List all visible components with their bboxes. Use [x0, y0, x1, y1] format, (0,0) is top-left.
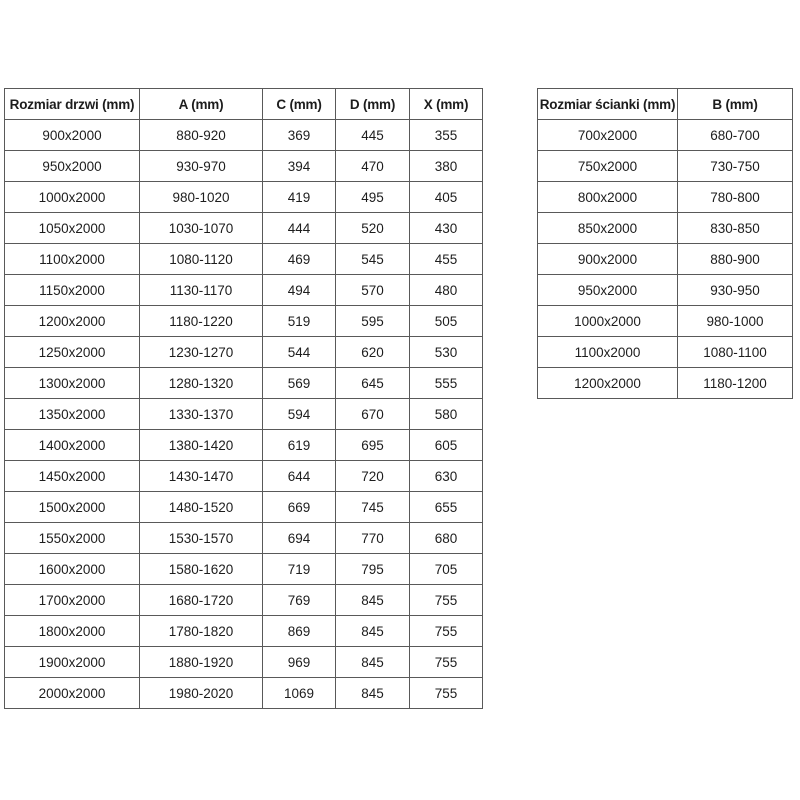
- table-cell: 1400x2000: [5, 430, 140, 461]
- table-cell: 1080-1100: [678, 337, 793, 368]
- table-cell: 355: [410, 120, 483, 151]
- table-cell: 745: [336, 492, 410, 523]
- table-row: [5, 492, 483, 523]
- table-cell: 900x2000: [5, 120, 140, 151]
- table-row: [5, 151, 483, 182]
- table-cell: 750x2000: [538, 151, 678, 182]
- table-row: [5, 368, 483, 399]
- table-cell: 1700x2000: [5, 585, 140, 616]
- table-cell: 1350x2000: [5, 399, 140, 430]
- table-cell: 880-920: [140, 120, 263, 151]
- table-cell: 469: [263, 244, 336, 275]
- table-cell: 1800x2000: [5, 616, 140, 647]
- table-row: [5, 275, 483, 306]
- table-cell: 455: [410, 244, 483, 275]
- table-cell: 680-700: [678, 120, 793, 151]
- table-row: [5, 120, 483, 151]
- table-row: [538, 244, 793, 275]
- table-cell: 519: [263, 306, 336, 337]
- table-row: [5, 399, 483, 430]
- table-header-row: [538, 89, 793, 120]
- table-cell: 680: [410, 523, 483, 554]
- table-cell: 869: [263, 616, 336, 647]
- table-row: [538, 151, 793, 182]
- table-cell: 495: [336, 182, 410, 213]
- table-header-row: [5, 89, 483, 120]
- table-cell: 1069: [263, 678, 336, 709]
- door-sizes-table-body: [5, 120, 483, 709]
- column-header-b: B (mm): [678, 89, 793, 120]
- table-cell: 630: [410, 461, 483, 492]
- table-cell: 545: [336, 244, 410, 275]
- table-cell: 950x2000: [5, 151, 140, 182]
- table-cell: 670: [336, 399, 410, 430]
- table-cell: 900x2000: [538, 244, 678, 275]
- table-cell: 580: [410, 399, 483, 430]
- table-cell: 569: [263, 368, 336, 399]
- column-header-c: C (mm): [263, 89, 336, 120]
- table-cell: 1980-2020: [140, 678, 263, 709]
- column-header-door-size: Rozmiar drzwi (mm): [5, 89, 140, 120]
- table-cell: 544: [263, 337, 336, 368]
- table-cell: 1100x2000: [538, 337, 678, 368]
- column-header-wall-size: Rozmiar ścianki (mm): [538, 89, 678, 120]
- table-cell: 700x2000: [538, 120, 678, 151]
- table-cell: 845: [336, 647, 410, 678]
- table-cell: 705: [410, 554, 483, 585]
- table-cell: 644: [263, 461, 336, 492]
- table-cell: 480: [410, 275, 483, 306]
- table-cell: 770: [336, 523, 410, 554]
- table-cell: 1900x2000: [5, 647, 140, 678]
- table-cell: 430: [410, 213, 483, 244]
- table-cell: 769: [263, 585, 336, 616]
- table-cell: 1280-1320: [140, 368, 263, 399]
- table-cell: 1480-1520: [140, 492, 263, 523]
- table-cell: 1030-1070: [140, 213, 263, 244]
- table-cell: 620: [336, 337, 410, 368]
- table-cell: 1450x2000: [5, 461, 140, 492]
- table-row: [538, 182, 793, 213]
- table-row: [5, 616, 483, 647]
- table-cell: 755: [410, 616, 483, 647]
- table-cell: 969: [263, 647, 336, 678]
- table-cell: 570: [336, 275, 410, 306]
- table-row: [5, 213, 483, 244]
- table-cell: 1430-1470: [140, 461, 263, 492]
- table-cell: 594: [263, 399, 336, 430]
- wall-sizes-table: [537, 88, 793, 399]
- table-row: [538, 120, 793, 151]
- door-sizes-table: [4, 88, 483, 709]
- table-row: [538, 213, 793, 244]
- table-cell: 645: [336, 368, 410, 399]
- table-row: [538, 306, 793, 337]
- table-cell: 830-850: [678, 213, 793, 244]
- table-cell: 494: [263, 275, 336, 306]
- table-row: [5, 554, 483, 585]
- table-cell: 1200x2000: [538, 368, 678, 399]
- column-header-x: X (mm): [410, 89, 483, 120]
- table-cell: 720: [336, 461, 410, 492]
- table-row: [538, 337, 793, 368]
- table-row: [5, 585, 483, 616]
- table-row: [5, 678, 483, 709]
- table-row: [5, 337, 483, 368]
- table-row: [5, 430, 483, 461]
- table-row: [5, 647, 483, 678]
- table-cell: 1180-1220: [140, 306, 263, 337]
- table-cell: 1330-1370: [140, 399, 263, 430]
- table-row: [5, 461, 483, 492]
- table-cell: 419: [263, 182, 336, 213]
- table-cell: 1380-1420: [140, 430, 263, 461]
- table-cell: 444: [263, 213, 336, 244]
- table-cell: 1050x2000: [5, 213, 140, 244]
- table-cell: 845: [336, 585, 410, 616]
- table-cell: 619: [263, 430, 336, 461]
- table-cell: 755: [410, 647, 483, 678]
- column-header-a: A (mm): [140, 89, 263, 120]
- table-cell: 595: [336, 306, 410, 337]
- wall-sizes-table-body: [538, 120, 793, 399]
- table-cell: 380: [410, 151, 483, 182]
- table-cell: 1780-1820: [140, 616, 263, 647]
- table-cell: 530: [410, 337, 483, 368]
- table-cell: 1100x2000: [5, 244, 140, 275]
- table-cell: 394: [263, 151, 336, 182]
- table-cell: 655: [410, 492, 483, 523]
- table-cell: 950x2000: [538, 275, 678, 306]
- table-cell: 1580-1620: [140, 554, 263, 585]
- table-cell: 1300x2000: [5, 368, 140, 399]
- table-cell: 845: [336, 678, 410, 709]
- table-cell: 1680-1720: [140, 585, 263, 616]
- table-cell: 1200x2000: [5, 306, 140, 337]
- table-cell: 880-900: [678, 244, 793, 275]
- table-cell: 1500x2000: [5, 492, 140, 523]
- table-row: [538, 275, 793, 306]
- table-cell: 1550x2000: [5, 523, 140, 554]
- table-cell: 980-1020: [140, 182, 263, 213]
- table-cell: 520: [336, 213, 410, 244]
- table-cell: 605: [410, 430, 483, 461]
- table-cell: 930-970: [140, 151, 263, 182]
- column-header-d: D (mm): [336, 89, 410, 120]
- table-cell: 755: [410, 585, 483, 616]
- table-cell: 800x2000: [538, 182, 678, 213]
- table-row: [5, 523, 483, 554]
- table-cell: 1150x2000: [5, 275, 140, 306]
- table-cell: 719: [263, 554, 336, 585]
- table-cell: 795: [336, 554, 410, 585]
- table-cell: 1250x2000: [5, 337, 140, 368]
- table-cell: 755: [410, 678, 483, 709]
- table-cell: 845: [336, 616, 410, 647]
- table-cell: 1000x2000: [538, 306, 678, 337]
- table-row: [5, 306, 483, 337]
- table-cell: 1000x2000: [5, 182, 140, 213]
- table-cell: 980-1000: [678, 306, 793, 337]
- table-cell: 445: [336, 120, 410, 151]
- table-cell: 1080-1120: [140, 244, 263, 275]
- table-row: [5, 182, 483, 213]
- table-cell: 1180-1200: [678, 368, 793, 399]
- table-cell: 850x2000: [538, 213, 678, 244]
- table-cell: 730-750: [678, 151, 793, 182]
- table-cell: 505: [410, 306, 483, 337]
- table-cell: 780-800: [678, 182, 793, 213]
- table-cell: 694: [263, 523, 336, 554]
- table-cell: 1600x2000: [5, 554, 140, 585]
- table-cell: 470: [336, 151, 410, 182]
- table-cell: 1880-1920: [140, 647, 263, 678]
- table-cell: 405: [410, 182, 483, 213]
- table-cell: 669: [263, 492, 336, 523]
- table-row: [5, 244, 483, 275]
- table-cell: 695: [336, 430, 410, 461]
- table-cell: 1230-1270: [140, 337, 263, 368]
- table-cell: 930-950: [678, 275, 793, 306]
- table-cell: 1530-1570: [140, 523, 263, 554]
- table-cell: 1130-1170: [140, 275, 263, 306]
- table-cell: 2000x2000: [5, 678, 140, 709]
- table-row: [538, 368, 793, 399]
- table-cell: 369: [263, 120, 336, 151]
- table-cell: 555: [410, 368, 483, 399]
